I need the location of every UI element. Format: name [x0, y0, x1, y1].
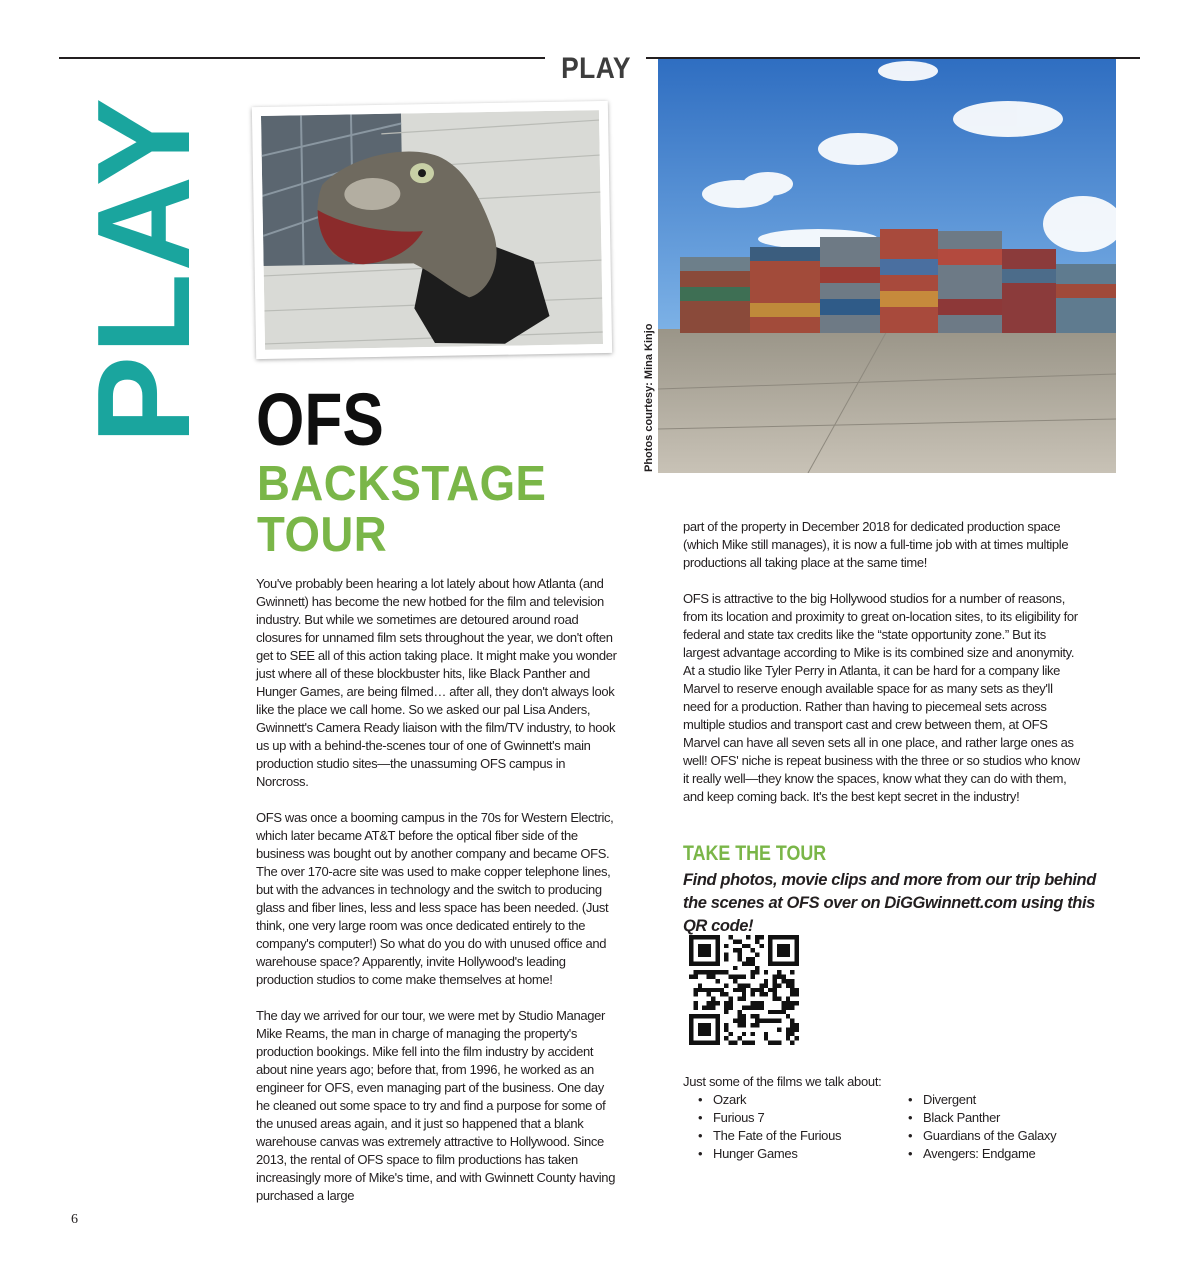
- film-item: • Black Panther: [908, 1109, 1056, 1127]
- photo-credit: Photos courtesy: Mina Kinjo: [643, 323, 655, 472]
- container-yard-photo: [658, 59, 1116, 473]
- film-item: • Avengers: Endgame: [908, 1145, 1056, 1163]
- container-yard-image: [658, 59, 1116, 473]
- section-label: PLAY: [561, 52, 631, 85]
- vertical-section-title: [70, 96, 217, 444]
- article-paragraph: You've probably been hearing a lot lately about how Atlanta (and Gwinnett) has become the new hotbed for the film and television industry. But while we sometimes are detoured around road closures for unnamed film sets throughout the year, we don't often get to SEE all of this action taking place. It might make you wonder just where all of these blockbuster hits, like Black Panther and Hunger Games, are being filmed… after all, they don't always look like the place we call home. So we asked our pal Lisa Anders, Gwinnett's Camera Ready liaison with the film/TV industry, to hook us up with a behind-the-scenes tour of one of Gwinnett's main production studio sites—the unassuming OFS campus in Norcross.: [256, 576, 617, 789]
- article-paragraph: part of the property in December 2018 for dedicated production space (which Mike still manages), it is now a full-time job with at times multiple productions all taking place at the same time!: [683, 519, 1069, 570]
- films-intro: Just some of the films we talk about:: [683, 1074, 882, 1089]
- qr-code-image: [689, 935, 799, 1045]
- article-column-left: [256, 575, 618, 1223]
- article-paragraph: The day we arrived for our tour, we were met by Studio Manager Mike Reams, the man in charge of managing the property's production bookings. Mike fell into the film industry by accident about nine years ago; before that, from 1996, he worked as an engineer for OFS, even managing part of the business. One day he cleaned out some space to try and find a purpose for some of the unused areas again, and it just so happened that a blank warehouse canvas was extremely attractive to Hollywood. Since 2013, the rental of OFS space to film productions has taken increasingly more of Mike's time, and with Gwinnett County having purchased a large: [256, 1008, 616, 1203]
- header-rule-left: [59, 57, 545, 59]
- film-list-left: [698, 1091, 841, 1163]
- vertical-section-title-text: PLAY: [70, 96, 217, 444]
- film-item: • Furious 7: [698, 1109, 841, 1127]
- dinosaur-photo: [252, 101, 612, 359]
- article-paragraph: OFS is attractive to the big Hollywood studios for a number of reasons, from its location and proximity to great on-location sites, to its eligibility for federal and state tax credits like the “state opportunity zone.” But its largest advantage according to Mike is its combined size and anonymity. At a studio like Tyler Perry in Atlanta, it can be hard for a company like Marvel to reserve enough available space for as many sets as they'll need for a production. Rather than having to piecemeal sets across multiple studios and transport cast and crew between them, at OFS Marvel can have all seven sets all in one place, and rather large ones as well! OFS' niche is repeat business with the three or so studios who know it really well—they know the spaces, know what they can do with them, and keep coming back. It's the best kept secret in the industry!: [683, 591, 1080, 804]
- film-item: • Hunger Games: [698, 1145, 841, 1163]
- film-list-right: [908, 1091, 1056, 1163]
- headline-secondary: [257, 459, 546, 561]
- film-item: • Ozark: [698, 1091, 841, 1109]
- article-column-right: [683, 518, 1081, 824]
- qr-code[interactable]: [689, 935, 799, 1045]
- page-number: 6: [71, 1212, 78, 1227]
- headline-primary: OFS: [256, 378, 384, 461]
- dinosaur-photo-image: [261, 110, 603, 350]
- take-the-tour-text: Find photos, movie clips and more from our trip behind the scenes at OFS over on DiGGwinnett.com using this QR code!: [683, 871, 1096, 935]
- headline-line-tour: TOUR: [257, 508, 388, 562]
- article-paragraph: OFS was once a booming campus in the 70s for Western Electric, which later became AT&T before the optical fiber side of the business was bought out by another company and became OFS. The over 170-acre site was used to make copper telephone lines, but with the advances in technology and the switch to producing glass and fiber lines, less and less space has been needed. (Just think, one very large room was once dedicated entirely to the company's computer!) So what do you do with unused office and warehouse space? Apparently, invite Hollywood's leading production studios to come make themselves at home!: [256, 810, 614, 987]
- headline-line-backstage: BACKSTAGE: [257, 457, 547, 511]
- take-the-tour-heading: TAKE THE TOUR: [683, 842, 827, 865]
- film-item: • Guardians of the Galaxy: [908, 1127, 1056, 1145]
- film-item: • The Fate of the Furious: [698, 1127, 841, 1145]
- film-item: • Divergent: [908, 1091, 1056, 1109]
